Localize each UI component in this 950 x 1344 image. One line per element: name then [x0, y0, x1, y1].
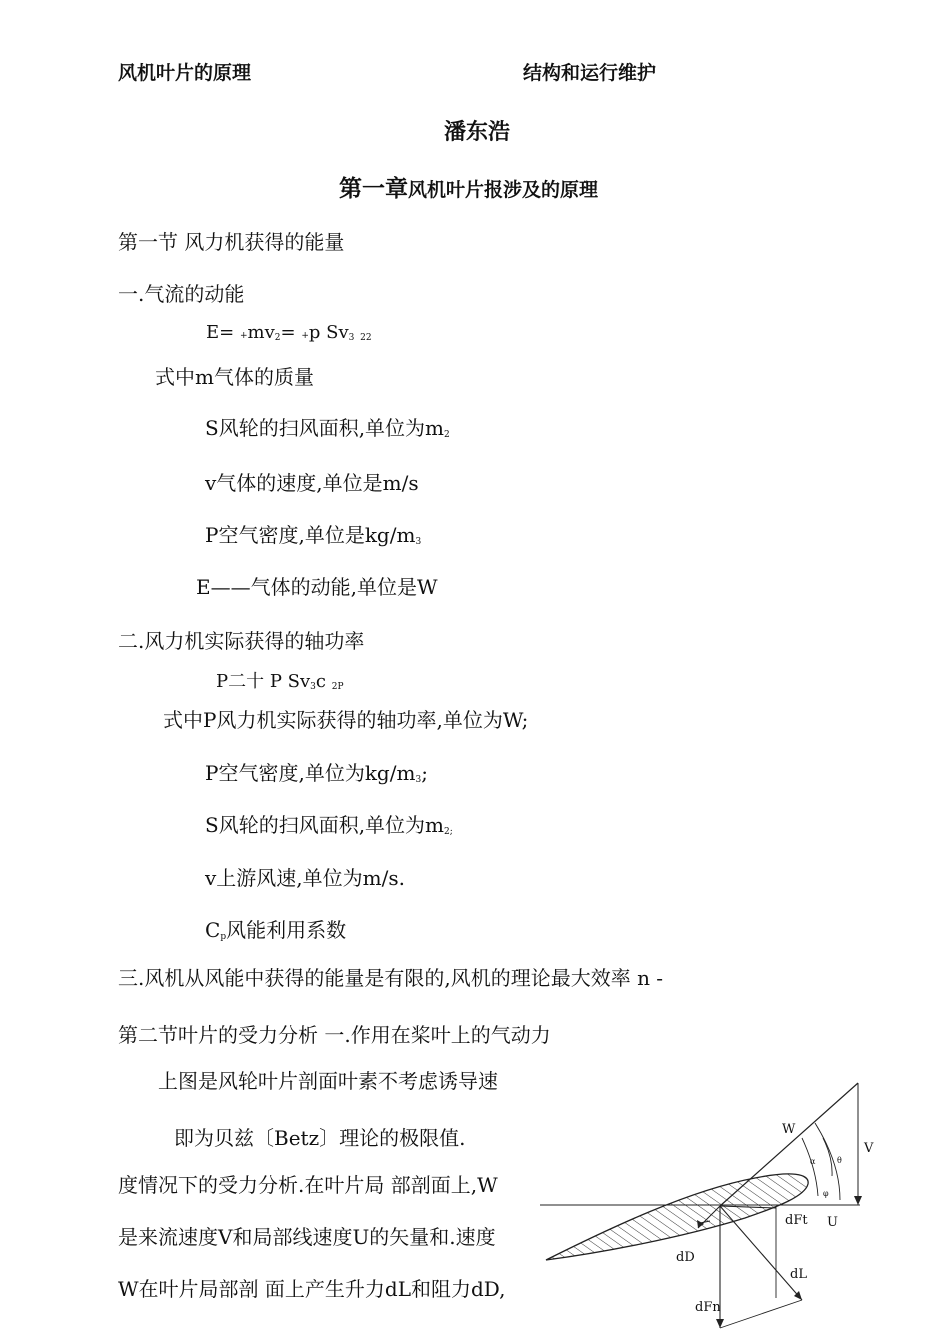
v-arrow-head — [854, 1196, 862, 1205]
chapter-prefix: 第一章 — [339, 176, 408, 202]
header-left: 风机叶片的原理 — [118, 62, 252, 84]
resultant-line — [720, 1300, 802, 1328]
item2-where: 式中P风力机实际获得的轴功率,单位为W; — [163, 708, 529, 732]
section2-line4: 度情况下的受力分析.在叶片局 部剖面上,W — [118, 1173, 498, 1197]
label-dft: dFt — [785, 1213, 808, 1228]
def-text: P空气密度,单位是kg/m — [205, 523, 416, 547]
def-sub: 2 — [444, 430, 450, 440]
formula-part: mv — [247, 322, 275, 343]
def-sub: p — [220, 932, 227, 942]
formula-part: + — [239, 331, 248, 341]
item1-def-density — [205, 519, 421, 548]
formula-part: 2P — [331, 682, 344, 692]
section2-line2: 上图是风轮叶片剖面叶素不考虑诱导速 — [158, 1069, 498, 1093]
item2-def-cp — [205, 914, 346, 943]
def-text: C — [205, 918, 221, 942]
airfoil-section — [546, 1174, 808, 1260]
label-dfn: dFn — [695, 1300, 721, 1315]
item2-def-density — [205, 757, 428, 786]
label-dd: dD — [676, 1250, 695, 1265]
section2-title: 第二节叶片的受力分析 一.作用在桨叶上的气动力 — [118, 1023, 551, 1047]
label-u: U — [827, 1215, 838, 1230]
label-v: V — [864, 1141, 874, 1156]
formula-shaft-power — [216, 667, 344, 693]
label-theta: θ — [837, 1156, 842, 1165]
formula-part: c — [315, 671, 326, 692]
formula-part: 3 — [310, 682, 316, 692]
item2-def-area — [205, 809, 453, 838]
formula-part: 22 — [360, 333, 372, 343]
item2-heading: 二.风力机实际获得的轴功率 — [118, 629, 365, 653]
item1-heading: 一.气流的动能 — [118, 282, 245, 306]
label-w: W — [782, 1122, 796, 1137]
item1-def-area — [205, 412, 450, 441]
def-text: S风轮的扫风面积,单位为m — [205, 416, 445, 440]
item1-where: 式中m气体的质量 — [155, 365, 314, 389]
airfoil-force-diagram — [540, 1078, 945, 1340]
label-phi: φ — [823, 1189, 829, 1198]
label-alpha: α — [810, 1157, 816, 1166]
section2-line6: W在叶片局部剖 面上产生升力dL和阻力dD, — [118, 1277, 506, 1301]
formula-part: 2 — [274, 333, 281, 343]
section2-line3: 即为贝兹〔Betz〕理论的极限值. — [174, 1126, 466, 1150]
formula-part: 3 — [348, 333, 355, 343]
header-right: 结构和运行维护 — [523, 62, 657, 84]
formula-part: + — [301, 331, 309, 341]
def-tail: 风能利用系数 — [226, 918, 347, 942]
def-sub: 3 — [415, 775, 422, 785]
def-text: v上游风速,单位为m/s. — [205, 866, 405, 890]
section2-line5: 是来流速度V和局部线速度U的矢量和.速度 — [118, 1225, 496, 1249]
formula-part: p Sv — [308, 322, 349, 343]
chapter-title — [339, 170, 598, 203]
item3: 三.风机从风能中获得的能量是有限的,风机的理论最大效率 n - — [118, 966, 664, 990]
alpha-arc — [823, 1138, 832, 1176]
def-sub: 2; — [444, 827, 453, 837]
def-text: E——气体的动能,单位是W — [196, 575, 438, 599]
item1-def-energy — [196, 571, 438, 600]
def-text: v气体的速度,单位是m/s — [205, 471, 419, 495]
author: 潘东浩 — [444, 120, 511, 145]
def-tail: ; — [421, 761, 428, 785]
item2-def-wind — [205, 862, 405, 891]
section1-title: 第一节 风力机获得的能量 — [118, 230, 345, 254]
formula-part: = — [280, 322, 296, 343]
item1-def-velocity — [205, 467, 419, 496]
def-text: P空气密度,单位为kg/m — [205, 761, 416, 785]
def-text: S风轮的扫风面积,单位为m — [205, 813, 445, 837]
formula-part: P二十 P Sv — [216, 671, 311, 692]
chapter-name: 风机叶片报涉及的原理 — [408, 179, 599, 201]
label-dl: dL — [790, 1267, 807, 1282]
def-sub: 3 — [415, 537, 422, 547]
formula-part: E= — [206, 322, 235, 343]
formula-kinetic-energy — [206, 322, 372, 343]
